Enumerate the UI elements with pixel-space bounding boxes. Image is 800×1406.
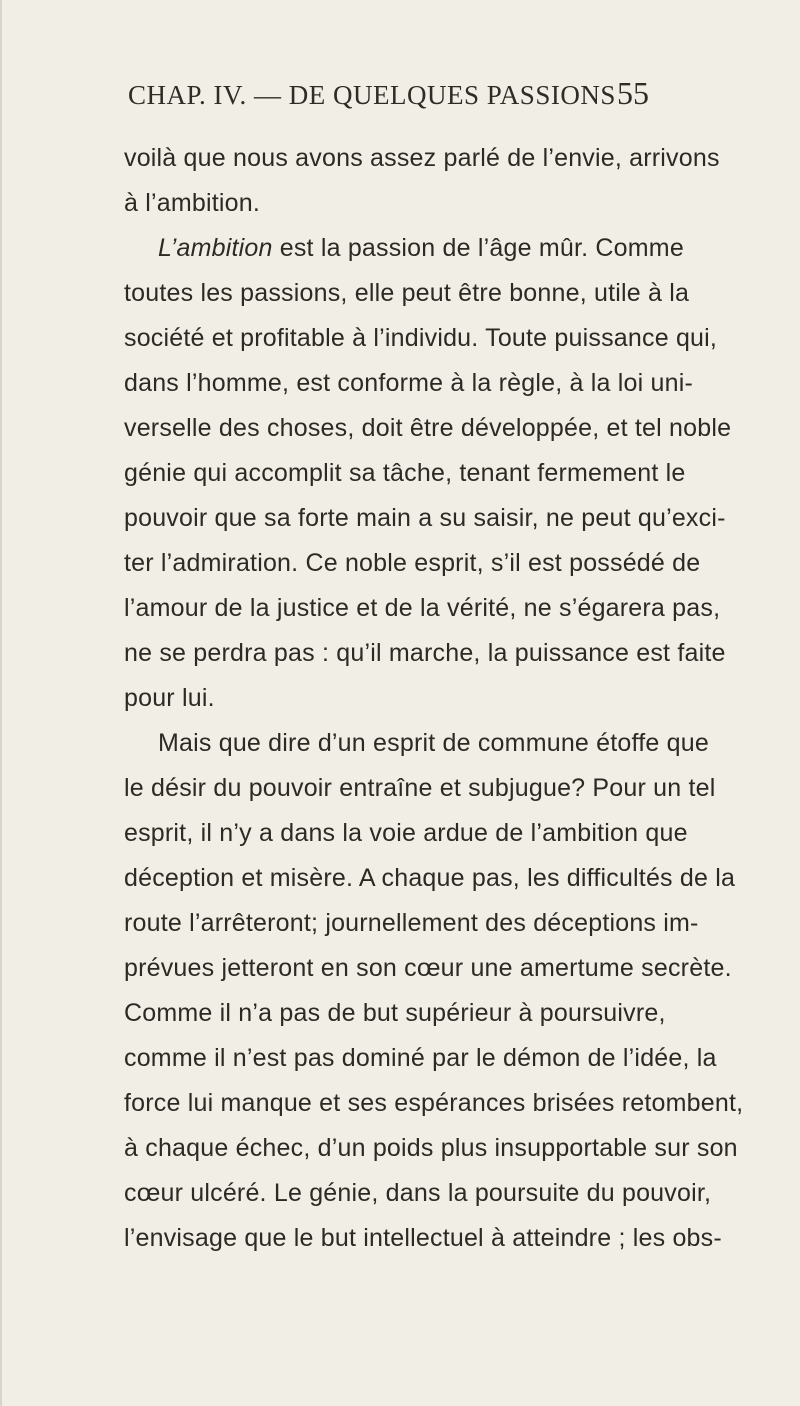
text-line: le désir du pouvoir entraîne et subjugue? Pour un tel bbox=[124, 774, 716, 802]
text-line: verselle des choses, doit être développée, et tel noble bbox=[124, 414, 732, 442]
text-line: ne se perdra pas : qu’il marche, la puissance est faite bbox=[124, 639, 726, 667]
running-title: CHAP. IV. — DE QUELQUES PASSIONS bbox=[128, 80, 616, 110]
text-line: société et profitable à l’individu. Toute puissance qui, bbox=[124, 324, 718, 352]
text-line: cœur ulcéré. Le génie, dans la poursuite du pouvoir, bbox=[124, 1179, 712, 1207]
page-number: 55 bbox=[617, 75, 649, 111]
text-line: l’amour de la justice et de la vérité, ne s’égarera pas, bbox=[124, 594, 721, 622]
text-line: à chaque échec, d’un poids plus insupportable sur son bbox=[124, 1134, 738, 1162]
text-line: comme il n’est pas dominé par le démon de l’idée, la bbox=[124, 1044, 717, 1072]
text-line: prévues jetteront en son cœur une amertume secrète. bbox=[124, 954, 732, 982]
italic-term: L’ambition bbox=[158, 234, 273, 262]
text-line: ter l’admiration. Ce noble esprit, s’il est possédé de bbox=[124, 549, 701, 577]
text-line: l’envisage que le but intellectuel à atteindre ; les obs- bbox=[124, 1224, 722, 1252]
text-line: force lui manque et ses espérances brisées retombent, bbox=[124, 1089, 744, 1117]
text-line: génie qui accomplit sa tâche, tenant fermement le bbox=[124, 459, 686, 487]
text-line: esprit, il n’y a dans la voie ardue de l’ambition que bbox=[124, 819, 688, 847]
text-line: toutes les passions, elle peut être bonne, utile à la bbox=[124, 279, 690, 307]
text-line: pouvoir que sa forte main a su saisir, ne peut qu’exci- bbox=[124, 504, 726, 532]
text-line: Comme il n’a pas de but supérieur à poursuivre, bbox=[124, 999, 666, 1027]
text-line: Mais que dire d’un esprit de commune étoffe que bbox=[158, 729, 709, 757]
text-line: voilà que nous avons assez parlé de l’envie, arrivons bbox=[124, 144, 720, 172]
text-fragment: est la passion de l’âge mûr. Comme bbox=[272, 234, 684, 262]
page-edge bbox=[0, 0, 2, 1406]
text-line: déception et misère. A chaque pas, les difficultés de la bbox=[124, 864, 736, 892]
text-line: dans l’homme, est conforme à la règle, à la loi uni- bbox=[124, 369, 694, 397]
text-line: route l’arrêteront; journellement des déceptions im- bbox=[124, 909, 699, 937]
text-line: à l’ambition. bbox=[124, 189, 260, 217]
text-line bbox=[158, 230, 706, 266]
text-line: pour lui. bbox=[124, 684, 215, 712]
